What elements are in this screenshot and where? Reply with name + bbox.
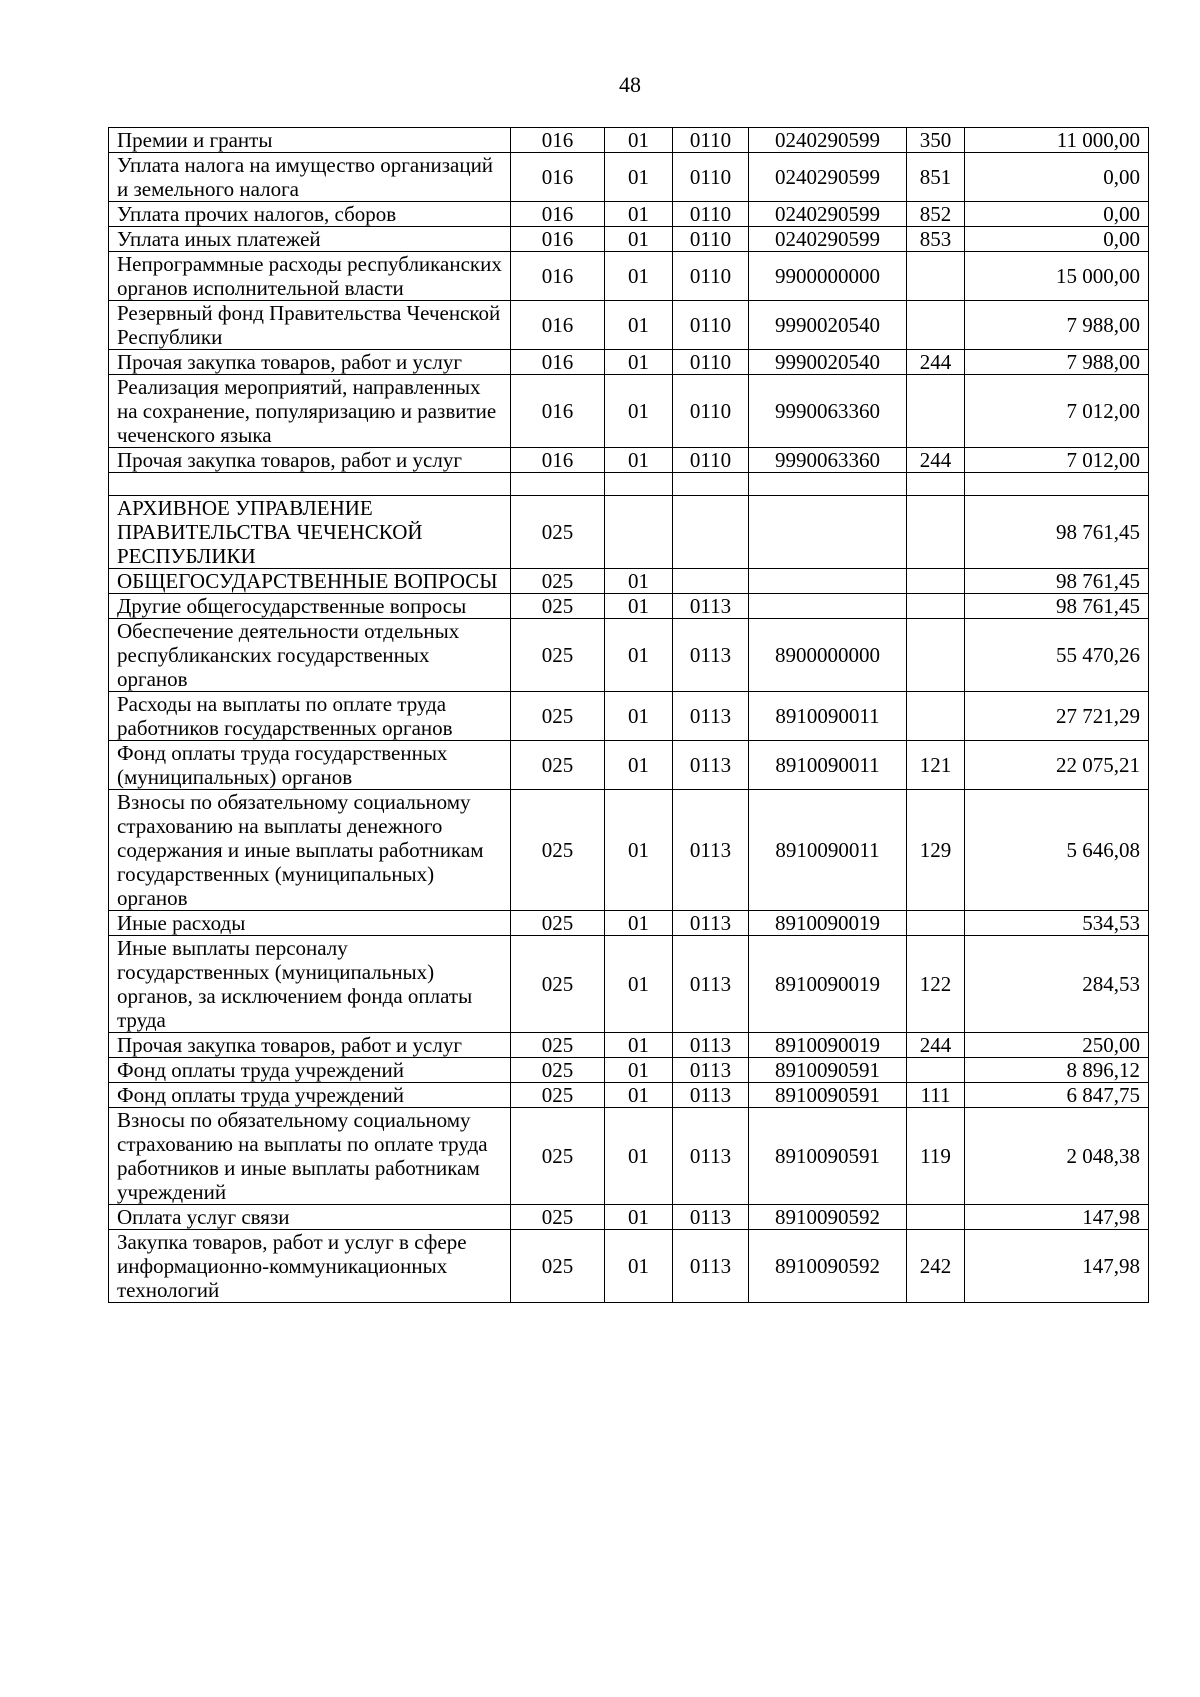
subsection-code-cell — [673, 496, 749, 569]
target-article-cell: 8910090592 — [749, 1230, 907, 1303]
amount-cell: 5 646,08 — [965, 790, 1149, 911]
amount-cell: 15 000,00 — [965, 252, 1149, 301]
section-code-cell: 01 — [605, 375, 673, 448]
table-row — [109, 936, 1149, 1033]
subsection-code-cell: 0110 — [673, 375, 749, 448]
grbs-code-cell: 025 — [511, 1058, 605, 1083]
item-name-cell: ОБЩЕГОСУДАРСТВЕННЫЕ ВОПРОСЫ — [109, 569, 511, 594]
section-code-cell: 01 — [605, 692, 673, 741]
expense-type-cell — [907, 473, 965, 496]
grbs-code-cell: 016 — [511, 153, 605, 202]
grbs-code-cell: 016 — [511, 202, 605, 227]
section-code-cell: 01 — [605, 1058, 673, 1083]
expense-type-cell: 852 — [907, 202, 965, 227]
item-name-cell: Расходы на выплаты по оплате труда работников государственных органов — [109, 692, 511, 741]
grbs-code-cell: 025 — [511, 1205, 605, 1230]
item-name-cell: Иные выплаты персоналу государственных (муниципальных) органов, за исключением фонда оплаты труда — [109, 936, 511, 1033]
amount-cell: 7 988,00 — [965, 350, 1149, 375]
table-row — [109, 619, 1149, 692]
subsection-code-cell: 0113 — [673, 936, 749, 1033]
expense-type-cell: 244 — [907, 1033, 965, 1058]
subsection-code-cell: 0113 — [673, 1230, 749, 1303]
item-name-cell: Уплата прочих налогов, сборов — [109, 202, 511, 227]
grbs-code-cell: 025 — [511, 569, 605, 594]
amount-cell: 7 988,00 — [965, 301, 1149, 350]
subsection-code-cell: 0113 — [673, 1083, 749, 1108]
expense-type-cell: 119 — [907, 1108, 965, 1205]
table-row — [109, 128, 1149, 153]
target-article-cell: 0240290599 — [749, 128, 907, 153]
target-article-cell: 8910090019 — [749, 911, 907, 936]
expense-type-cell: 122 — [907, 936, 965, 1033]
target-article-cell: 0240290599 — [749, 227, 907, 252]
section-code-cell: 01 — [605, 741, 673, 790]
expense-type-cell: 851 — [907, 153, 965, 202]
amount-cell: 27 721,29 — [965, 692, 1149, 741]
amount-cell: 98 761,45 — [965, 594, 1149, 619]
amount-cell: 0,00 — [965, 153, 1149, 202]
item-name-cell: Иные расходы — [109, 911, 511, 936]
section-code-cell: 01 — [605, 936, 673, 1033]
item-name-cell: Резервный фонд Правительства Чеченской Республики — [109, 301, 511, 350]
table-row — [109, 252, 1149, 301]
table-row — [109, 448, 1149, 473]
grbs-code-cell: 016 — [511, 252, 605, 301]
grbs-code-cell: 025 — [511, 594, 605, 619]
target-article-cell: 8910090592 — [749, 1205, 907, 1230]
section-code-cell: 01 — [605, 1083, 673, 1108]
item-name-cell: Прочая закупка товаров, работ и услуг — [109, 1033, 511, 1058]
table-row — [109, 692, 1149, 741]
table-row — [109, 790, 1149, 911]
amount-cell: 284,53 — [965, 936, 1149, 1033]
table-row — [109, 1033, 1149, 1058]
table-row — [109, 594, 1149, 619]
budget-table — [108, 127, 1149, 1303]
section-code-cell: 01 — [605, 128, 673, 153]
section-code-cell — [605, 473, 673, 496]
table-row — [109, 350, 1149, 375]
amount-cell: 534,53 — [965, 911, 1149, 936]
table-row — [109, 911, 1149, 936]
target-article-cell: 9990020540 — [749, 301, 907, 350]
item-name-cell: Фонд оплаты труда государственных (муниципальных) органов — [109, 741, 511, 790]
section-code-cell: 01 — [605, 790, 673, 911]
amount-cell: 8 896,12 — [965, 1058, 1149, 1083]
grbs-code-cell: 016 — [511, 350, 605, 375]
table-row — [109, 1230, 1149, 1303]
expense-type-cell — [907, 1205, 965, 1230]
grbs-code-cell: 025 — [511, 496, 605, 569]
item-name-cell: Уплата иных платежей — [109, 227, 511, 252]
target-article-cell: 8910090011 — [749, 741, 907, 790]
target-article-cell: 8910090011 — [749, 692, 907, 741]
subsection-code-cell: 0113 — [673, 692, 749, 741]
amount-cell: 0,00 — [965, 227, 1149, 252]
section-code-cell: 01 — [605, 1033, 673, 1058]
section-code-cell: 01 — [605, 153, 673, 202]
subsection-code-cell: 0110 — [673, 301, 749, 350]
grbs-code-cell: 025 — [511, 1083, 605, 1108]
section-code-cell: 01 — [605, 202, 673, 227]
item-name-cell: Закупка товаров, работ и услуг в сфере информационно-коммуникационных технологий — [109, 1230, 511, 1303]
expense-type-cell — [907, 301, 965, 350]
target-article-cell — [749, 569, 907, 594]
expense-type-cell: 111 — [907, 1083, 965, 1108]
section-code-cell: 01 — [605, 301, 673, 350]
target-article-cell — [749, 496, 907, 569]
target-article-cell: 8910090591 — [749, 1058, 907, 1083]
expense-type-cell — [907, 594, 965, 619]
subsection-code-cell: 0110 — [673, 448, 749, 473]
section-code-cell: 01 — [605, 1230, 673, 1303]
amount-cell: 98 761,45 — [965, 496, 1149, 569]
subsection-code-cell: 0113 — [673, 911, 749, 936]
section-code-cell: 01 — [605, 594, 673, 619]
amount-cell: 7 012,00 — [965, 375, 1149, 448]
grbs-code-cell: 025 — [511, 790, 605, 911]
section-code-cell: 01 — [605, 569, 673, 594]
section-code-cell: 01 — [605, 619, 673, 692]
grbs-code-cell: 016 — [511, 128, 605, 153]
target-article-cell: 8900000000 — [749, 619, 907, 692]
section-code-cell: 01 — [605, 227, 673, 252]
expense-type-cell — [907, 911, 965, 936]
table-row — [109, 301, 1149, 350]
item-name-cell: Взносы по обязательному социальному страхованию на выплаты денежного содержания и иные выплаты работникам государственных (муниципальных) органов — [109, 790, 511, 911]
section-code-cell — [605, 496, 673, 569]
expense-type-cell: 853 — [907, 227, 965, 252]
section-code-cell: 01 — [605, 1205, 673, 1230]
subsection-code-cell: 0113 — [673, 619, 749, 692]
subsection-code-cell: 0110 — [673, 202, 749, 227]
section-code-cell: 01 — [605, 252, 673, 301]
table-row — [109, 1058, 1149, 1083]
table-row — [109, 1083, 1149, 1108]
amount-cell: 147,98 — [965, 1230, 1149, 1303]
table-row — [109, 153, 1149, 202]
expense-type-cell: 244 — [907, 350, 965, 375]
grbs-code-cell: 025 — [511, 692, 605, 741]
grbs-code-cell: 025 — [511, 911, 605, 936]
expense-type-cell — [907, 569, 965, 594]
target-article-cell: 8910090011 — [749, 790, 907, 911]
target-article-cell: 8910090019 — [749, 936, 907, 1033]
table-row — [109, 227, 1149, 252]
expense-type-cell — [907, 692, 965, 741]
grbs-code-cell: 025 — [511, 936, 605, 1033]
amount-cell: 2 048,38 — [965, 1108, 1149, 1205]
target-article-cell: 0240290599 — [749, 202, 907, 227]
target-article-cell: 8910090591 — [749, 1083, 907, 1108]
item-name-cell: Реализация мероприятий, направленных на сохранение, популяризацию и развитие чеченского языка — [109, 375, 511, 448]
target-article-cell: 0240290599 — [749, 153, 907, 202]
grbs-code-cell: 025 — [511, 619, 605, 692]
subsection-code-cell: 0113 — [673, 1033, 749, 1058]
item-name-cell: Прочая закупка товаров, работ и услуг — [109, 350, 511, 375]
table-row — [109, 741, 1149, 790]
target-article-cell — [749, 594, 907, 619]
expense-type-cell — [907, 619, 965, 692]
grbs-code-cell: 025 — [511, 1230, 605, 1303]
grbs-code-cell: 016 — [511, 227, 605, 252]
subsection-code-cell: 0110 — [673, 252, 749, 301]
table-row — [109, 569, 1149, 594]
item-name-cell: АРХИВНОЕ УПРАВЛЕНИЕ ПРАВИТЕЛЬСТВА ЧЕЧЕНСКОЙ РЕСПУБЛИКИ — [109, 496, 511, 569]
subsection-code-cell — [673, 569, 749, 594]
amount-cell: 98 761,45 — [965, 569, 1149, 594]
subsection-code-cell: 0110 — [673, 153, 749, 202]
expense-type-cell: 242 — [907, 1230, 965, 1303]
expense-type-cell: 350 — [907, 128, 965, 153]
item-name-cell: Оплата услуг связи — [109, 1205, 511, 1230]
item-name-cell — [109, 473, 511, 496]
grbs-code-cell — [511, 473, 605, 496]
subsection-code-cell: 0113 — [673, 1108, 749, 1205]
table-row — [109, 473, 1149, 496]
expense-type-cell: 244 — [907, 448, 965, 473]
subsection-code-cell: 0110 — [673, 227, 749, 252]
section-code-cell: 01 — [605, 448, 673, 473]
amount-cell — [965, 473, 1149, 496]
target-article-cell: 9990063360 — [749, 375, 907, 448]
subsection-code-cell: 0113 — [673, 1058, 749, 1083]
page-number: 48 — [619, 72, 641, 97]
expense-type-cell — [907, 496, 965, 569]
item-name-cell: Фонд оплаты труда учреждений — [109, 1083, 511, 1108]
target-article-cell: 9990063360 — [749, 448, 907, 473]
table-row — [109, 1205, 1149, 1230]
amount-cell: 0,00 — [965, 202, 1149, 227]
expense-type-cell — [907, 1058, 965, 1083]
expense-type-cell — [907, 252, 965, 301]
subsection-code-cell: 0113 — [673, 594, 749, 619]
table-row — [109, 375, 1149, 448]
item-name-cell: Взносы по обязательному социальному страхованию на выплаты по оплате труда работников и иные выплаты работникам учреждений — [109, 1108, 511, 1205]
target-article-cell: 9990020540 — [749, 350, 907, 375]
grbs-code-cell: 016 — [511, 375, 605, 448]
subsection-code-cell: 0110 — [673, 350, 749, 375]
grbs-code-cell: 025 — [511, 1108, 605, 1205]
item-name-cell: Прочая закупка товаров, работ и услуг — [109, 448, 511, 473]
item-name-cell: Премии и гранты — [109, 128, 511, 153]
amount-cell: 6 847,75 — [965, 1083, 1149, 1108]
amount-cell: 147,98 — [965, 1205, 1149, 1230]
grbs-code-cell: 016 — [511, 448, 605, 473]
section-code-cell: 01 — [605, 350, 673, 375]
subsection-code-cell: 0110 — [673, 128, 749, 153]
target-article-cell: 8910090019 — [749, 1033, 907, 1058]
table-row — [109, 496, 1149, 569]
subsection-code-cell: 0113 — [673, 741, 749, 790]
amount-cell: 22 075,21 — [965, 741, 1149, 790]
amount-cell: 11 000,00 — [965, 128, 1149, 153]
item-name-cell: Фонд оплаты труда учреждений — [109, 1058, 511, 1083]
table-row — [109, 1108, 1149, 1205]
expense-type-cell — [907, 375, 965, 448]
grbs-code-cell: 016 — [511, 301, 605, 350]
subsection-code-cell: 0113 — [673, 1205, 749, 1230]
expense-type-cell: 129 — [907, 790, 965, 911]
grbs-code-cell: 025 — [511, 1033, 605, 1058]
item-name-cell: Другие общегосударственные вопросы — [109, 594, 511, 619]
item-name-cell: Обеспечение деятельности отдельных республиканских государственных органов — [109, 619, 511, 692]
item-name-cell: Уплата налога на имущество организаций и земельного налога — [109, 153, 511, 202]
amount-cell: 55 470,26 — [965, 619, 1149, 692]
section-code-cell: 01 — [605, 1108, 673, 1205]
target-article-cell — [749, 473, 907, 496]
amount-cell: 250,00 — [965, 1033, 1149, 1058]
item-name-cell: Непрограммные расходы республиканских органов исполнительной власти — [109, 252, 511, 301]
section-code-cell: 01 — [605, 911, 673, 936]
grbs-code-cell: 025 — [511, 741, 605, 790]
subsection-code-cell — [673, 473, 749, 496]
table-row — [109, 202, 1149, 227]
subsection-code-cell: 0113 — [673, 790, 749, 911]
target-article-cell: 9900000000 — [749, 252, 907, 301]
target-article-cell: 8910090591 — [749, 1108, 907, 1205]
amount-cell: 7 012,00 — [965, 448, 1149, 473]
expense-type-cell: 121 — [907, 741, 965, 790]
